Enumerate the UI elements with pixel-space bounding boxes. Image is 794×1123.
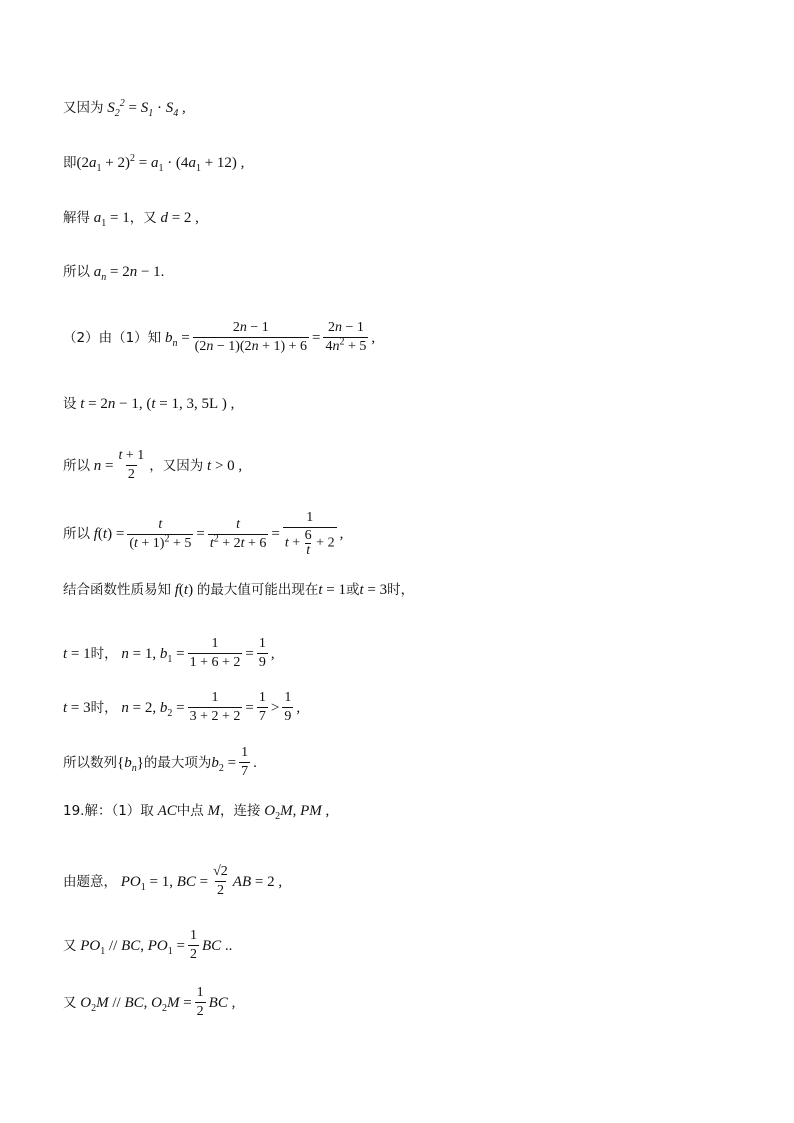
fraction: $\frac{1}{2}$	[196, 985, 204, 1019]
fraction: $\frac{1}{9}$	[258, 636, 266, 670]
line-problem-19: 19.解：（1）取 AC 中点 M ，连接 O $_2$ M , PM ,	[63, 803, 330, 822]
line-po1-parallel: 又 PO $_1$ // BC , PO $_1$ = $\frac{1}{2}$ BC ..	[63, 928, 233, 962]
line-n-in-t: 所以 n = $\frac{t + 1}{2}$ ，又因为 t > 0 ,	[63, 448, 243, 482]
fraction: $\frac{2n - 1}{(2n - 1)(2n + 1) + 6}$	[194, 320, 308, 354]
fraction: $\frac{1}{9}$	[284, 690, 292, 724]
line-bn-formula: （2）由（1）知 $b_n$ = $\frac{2n - 1}{(2n - 1)(2n + 1) + 6}$ = $\frac{2n - 1}{4n^2 + 5}$ ,	[63, 320, 376, 354]
fraction: $\frac{t}{(t + 1)^2 + 5}$	[129, 516, 192, 551]
fraction: $\frac{t}{t^2 + 2t + 6}$	[209, 516, 267, 551]
fraction: $\frac{1}{1 + 6 + 2}$	[189, 636, 241, 670]
fraction: $\frac{1}{3 + 2 + 2}$	[189, 690, 241, 724]
fraction: $\frac{t + 1}{2}$	[118, 448, 145, 482]
line-an: 所以 $a_n$ = 2 n − 1.	[63, 264, 165, 283]
line-max-term: 所以数列 { $b_n$ } 的最大项为 b $_2$ = $\frac{1}{7}$ .	[63, 745, 257, 779]
line-substitution: 设 t = 2 n − 1, ( t = 1, 3, 5L ) ,	[63, 396, 235, 412]
fraction: $\frac{√2}{2}$	[213, 864, 228, 898]
fraction: 1 t + $\frac{6}{t}$ + 2	[284, 510, 335, 558]
fraction: $\frac{1}{2}$	[189, 928, 197, 962]
line-max-candidates: 结合函数性质易知 f ( t ) 的最大值可能出现在 t = 1 或 t = 3 时，	[63, 582, 415, 598]
line-solve-a1: 解得 a $_1$ = 1 ，又 d = 2 ,	[63, 210, 199, 229]
line-case-t3: t = 3 时， n = 2, b $_2$ = $\frac{1}{3 + 2 + 2}$ = $\frac{1}{7}$ > $\frac{1}{9}$ ,	[63, 690, 301, 724]
fraction: $\frac{2n - 1}{4n^2 + 5}$	[325, 320, 367, 354]
line-o2m-parallel: 又 O $_2$ M // BC , O $_2$ M = $\frac{1}{2}$ BC ,	[63, 985, 236, 1019]
line-f-of-t: 所以 f ( t ) = $\frac{t}{(t + 1)^2 + 5}$ = $\frac{t}{t^2 + 2t + 6}$ = 1 t + $\frac{6}{t}$ + 2 ,	[63, 510, 344, 558]
line-equation-a1: 即 (2 a $_1$ + 2)$^2$ = a $_1$ · (4 a $_1$ + 12) ,	[63, 153, 245, 174]
line-given: 由题意， PO $_1$ = 1, BC = $\frac{√2}{2}$ AB = 2 ,	[63, 864, 283, 898]
fraction: $\frac{1}{7}$	[241, 745, 249, 779]
line-s2-squared: 又因为 $S_2^2$ = $S_1$ · $S_4$ ,	[63, 98, 186, 119]
line-case-t1: t = 1 时， n = 1, b $_1$ = $\frac{1}{1 + 6 + 2}$ = $\frac{1}{9}$ ,	[63, 636, 275, 670]
fraction: $\frac{1}{7}$	[258, 690, 266, 724]
